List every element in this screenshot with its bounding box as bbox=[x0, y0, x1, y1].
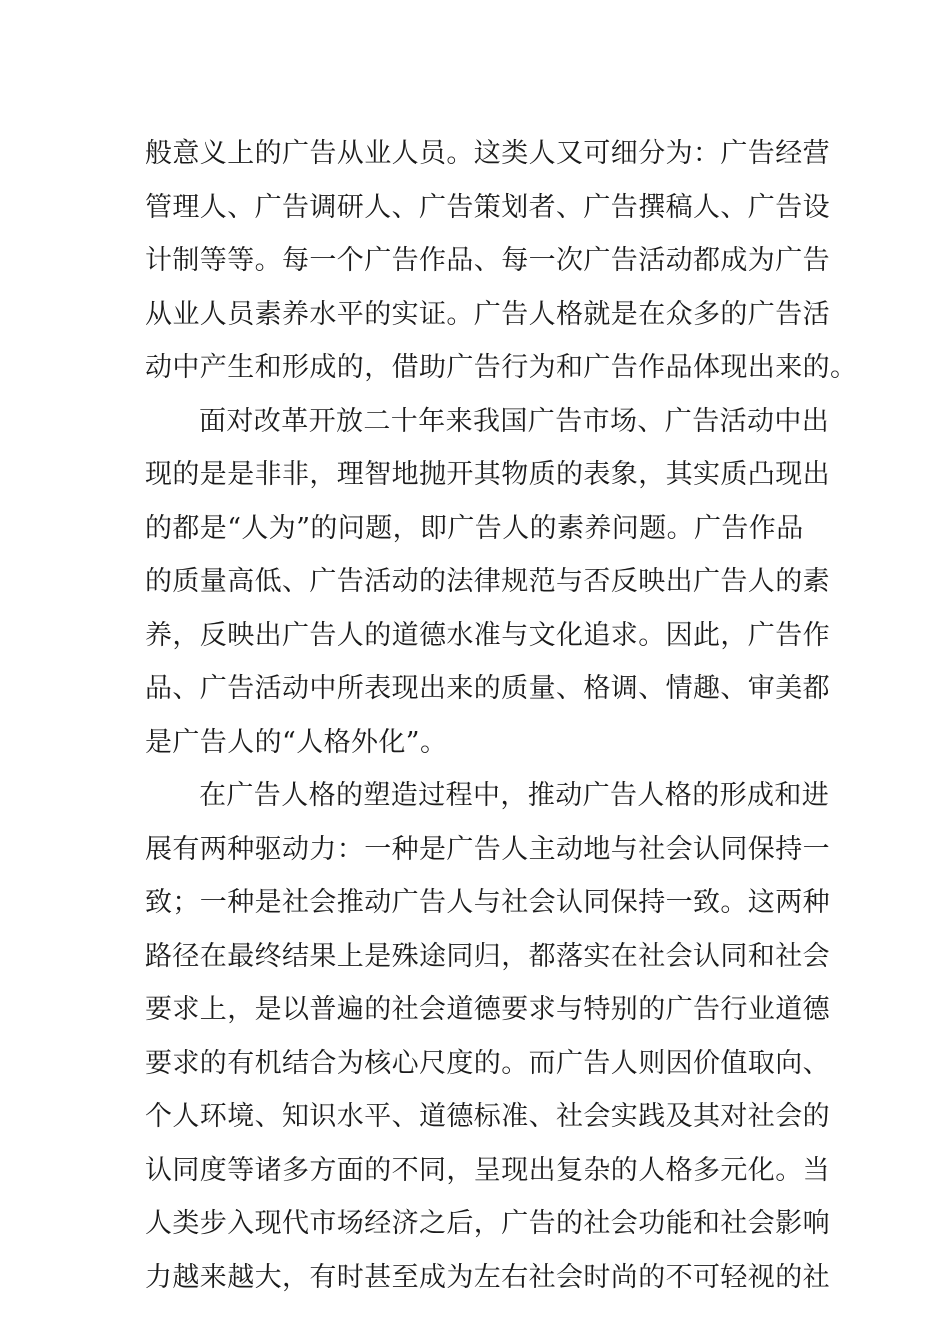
text-line: 个人环境、知识水平、道德标准、社会实践及其对社会的 bbox=[145, 1101, 830, 1132]
text-line: 从业人员素养水平的实证。广告人格就是在众多的广告活 bbox=[145, 298, 830, 330]
paragraph-1 bbox=[145, 127, 858, 395]
text-line: 人类步入现代市场经济之后，广告的社会功能和社会影响 bbox=[145, 1208, 830, 1239]
text-line: 的都是“人为”的问题，即广告人的素养问题。广告作品 bbox=[145, 512, 804, 544]
text-line: 般意义上的广告从业人员。这类人又可细分为：广告经营 bbox=[145, 138, 830, 169]
text-line: 认同度等诸多方面的不同，呈现出复杂的人格多元化。当 bbox=[145, 1154, 830, 1186]
text-line: 的质量高低、广告活动的法律规范与否反映出广告人的素 bbox=[145, 566, 830, 597]
text-line: 现的是是非非，理智地抛开其物质的表象，其实质凸现出 bbox=[145, 459, 830, 490]
text-line: 力越来越大，有时甚至成为左右社会时尚的不可轻视的社 bbox=[145, 1261, 830, 1293]
text-line: 路径在最终结果上是殊途同归，都落实在社会认同和社会 bbox=[145, 940, 830, 972]
text-line: 动中产生和形成的，借助广告行为和广告作品体现出来的。 bbox=[145, 352, 858, 383]
text-line-first: 在广告人格的塑造过程中，推动广告人格的形成和进 bbox=[199, 780, 830, 811]
text-line: 要求的有机结合为核心尺度的。而广告人则因价值取向、 bbox=[145, 1047, 830, 1079]
text-line: 养，反映出广告人的道德水准与文化追求。因此，广告作 bbox=[145, 619, 830, 651]
text-line: 计制等等。每一个广告作品、每一次广告活动都成为广告 bbox=[145, 245, 830, 276]
text-line: 是广告人的“人格外化”。 bbox=[145, 726, 448, 758]
text-line: 致；一种是社会推动广告人与社会认同保持一致。这两种 bbox=[145, 887, 830, 918]
paragraph-2 bbox=[145, 395, 830, 770]
paragraph-3 bbox=[145, 769, 830, 1304]
text-line: 展有两种驱动力：一种是广告人主动地与社会认同保持一 bbox=[145, 833, 830, 865]
text-line: 管理人、广告调研人、广告策划者、广告撰稿人、广告设 bbox=[145, 191, 830, 223]
text-line-first: 面对改革开放二十年来我国广告市场、广告活动中出 bbox=[199, 405, 830, 437]
text-line: 品、广告活动中所表现出来的质量、格调、情趣、审美都 bbox=[145, 673, 830, 704]
body-text bbox=[145, 127, 858, 1304]
text-line: 要求上，是以普遍的社会道德要求与特别的广告行业道德 bbox=[145, 994, 830, 1025]
